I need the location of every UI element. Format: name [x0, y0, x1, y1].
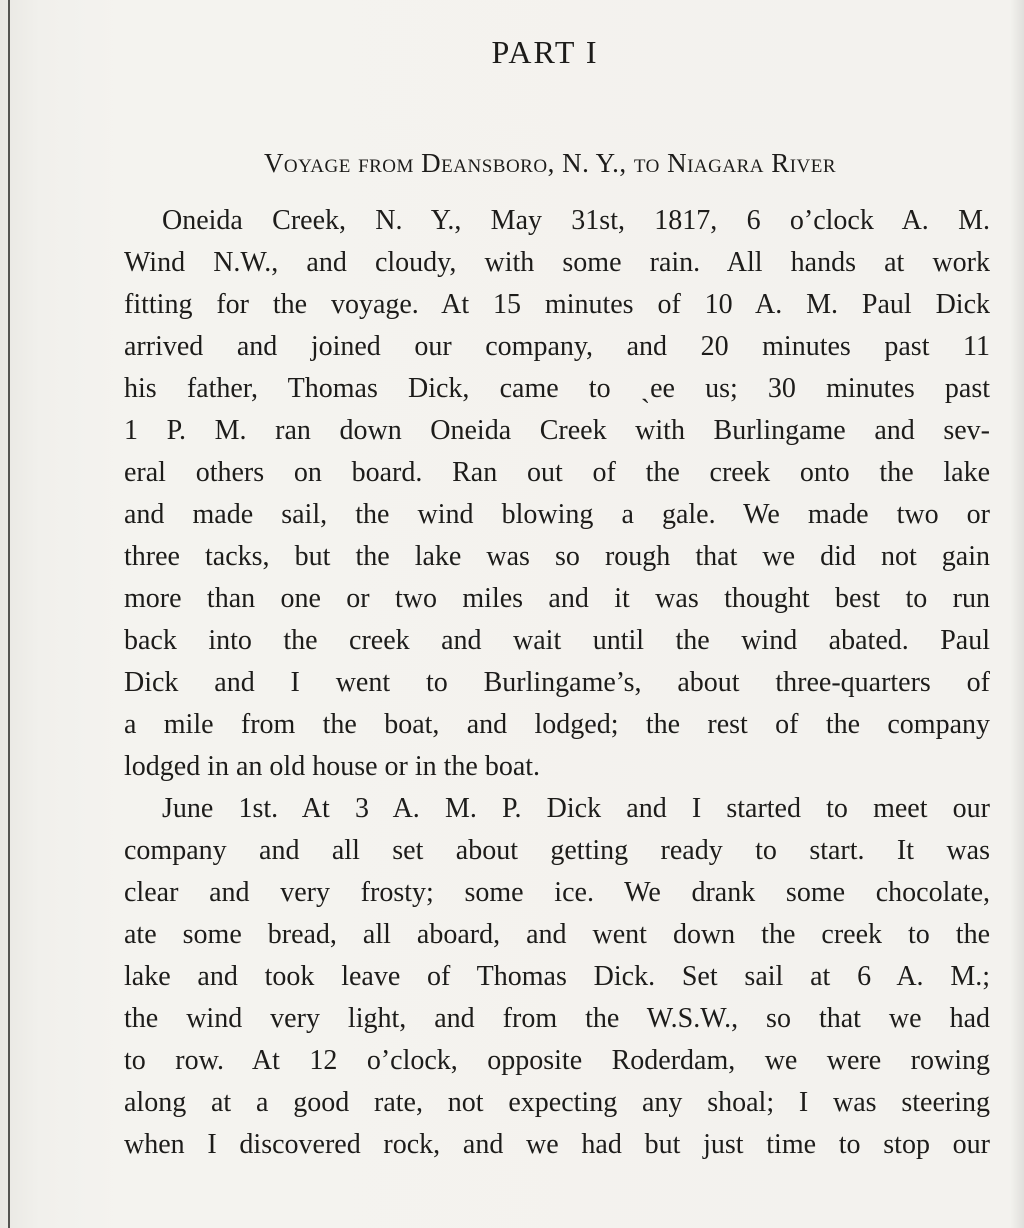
text-line: Wind N.W., and cloudy, with some rain. All hands at work: [124, 247, 990, 278]
text-line: to row. At 12 o’clock, opposite Roderdam, we were rowing: [124, 1045, 990, 1076]
text-line: arrived and joined our company, and 20 minutes past 11: [124, 331, 990, 362]
part-title: PART I: [491, 34, 599, 70]
text-line: when I discovered rock, and we had but just time to stop our: [124, 1129, 990, 1160]
text-line: lake and took leave of Thomas Dick. Set sail at 6 A. M.;: [124, 961, 990, 992]
body-text: [124, 200, 990, 1166]
text-line: ate some bread, all aboard, and went down the creek to the: [124, 919, 990, 950]
text-line: 1 P. M. ran down Oneida Creek with Burlingame and sev-: [124, 415, 990, 446]
text-line: Dick and I went to Burlingame’s, about three-quarters of: [124, 667, 990, 698]
text-line: his father, Thomas Dick, came to ˏee us; 30 minutes past: [124, 373, 990, 404]
text-line: Oneida Creek, N. Y., May 31st, 1817, 6 o’clock A. M.: [162, 205, 990, 236]
text-line: back into the creek and wait until the wind abated. Paul: [124, 625, 990, 656]
text-line: lodged in an old house or in the boat.: [124, 751, 541, 782]
section-title: Voyage from Deansboro, N. Y., to Niagara River: [263, 148, 837, 178]
text-line: eral others on board. Ran out of the creek onto the lake: [124, 457, 990, 488]
text-line: fitting for the voyage. At 15 minutes of 10 A. M. Paul Dick: [124, 289, 990, 320]
text-line: along at a good rate, not expecting any shoal; I was steering: [124, 1087, 990, 1118]
text-line: three tacks, but the lake was so rough that we did not gain: [124, 541, 990, 572]
text-line: clear and very frosty; some ice. We drank some chocolate,: [124, 877, 990, 908]
text-line: more than one or two miles and it was thought best to run: [124, 583, 990, 614]
text-line: June 1st. At 3 A. M. P. Dick and I started to meet our: [162, 793, 990, 824]
text-line: and made sail, the wind blowing a gale. We made two or: [124, 499, 990, 530]
text-line: a mile from the boat, and lodged; the rest of the company: [124, 709, 990, 740]
text-line: company and all set about getting ready to start. It was: [124, 835, 990, 866]
page-edge-shadow: [1010, 0, 1024, 1228]
binding-edge: [8, 0, 10, 1228]
text-line: the wind very light, and from the W.S.W., so that we had: [124, 1003, 990, 1034]
